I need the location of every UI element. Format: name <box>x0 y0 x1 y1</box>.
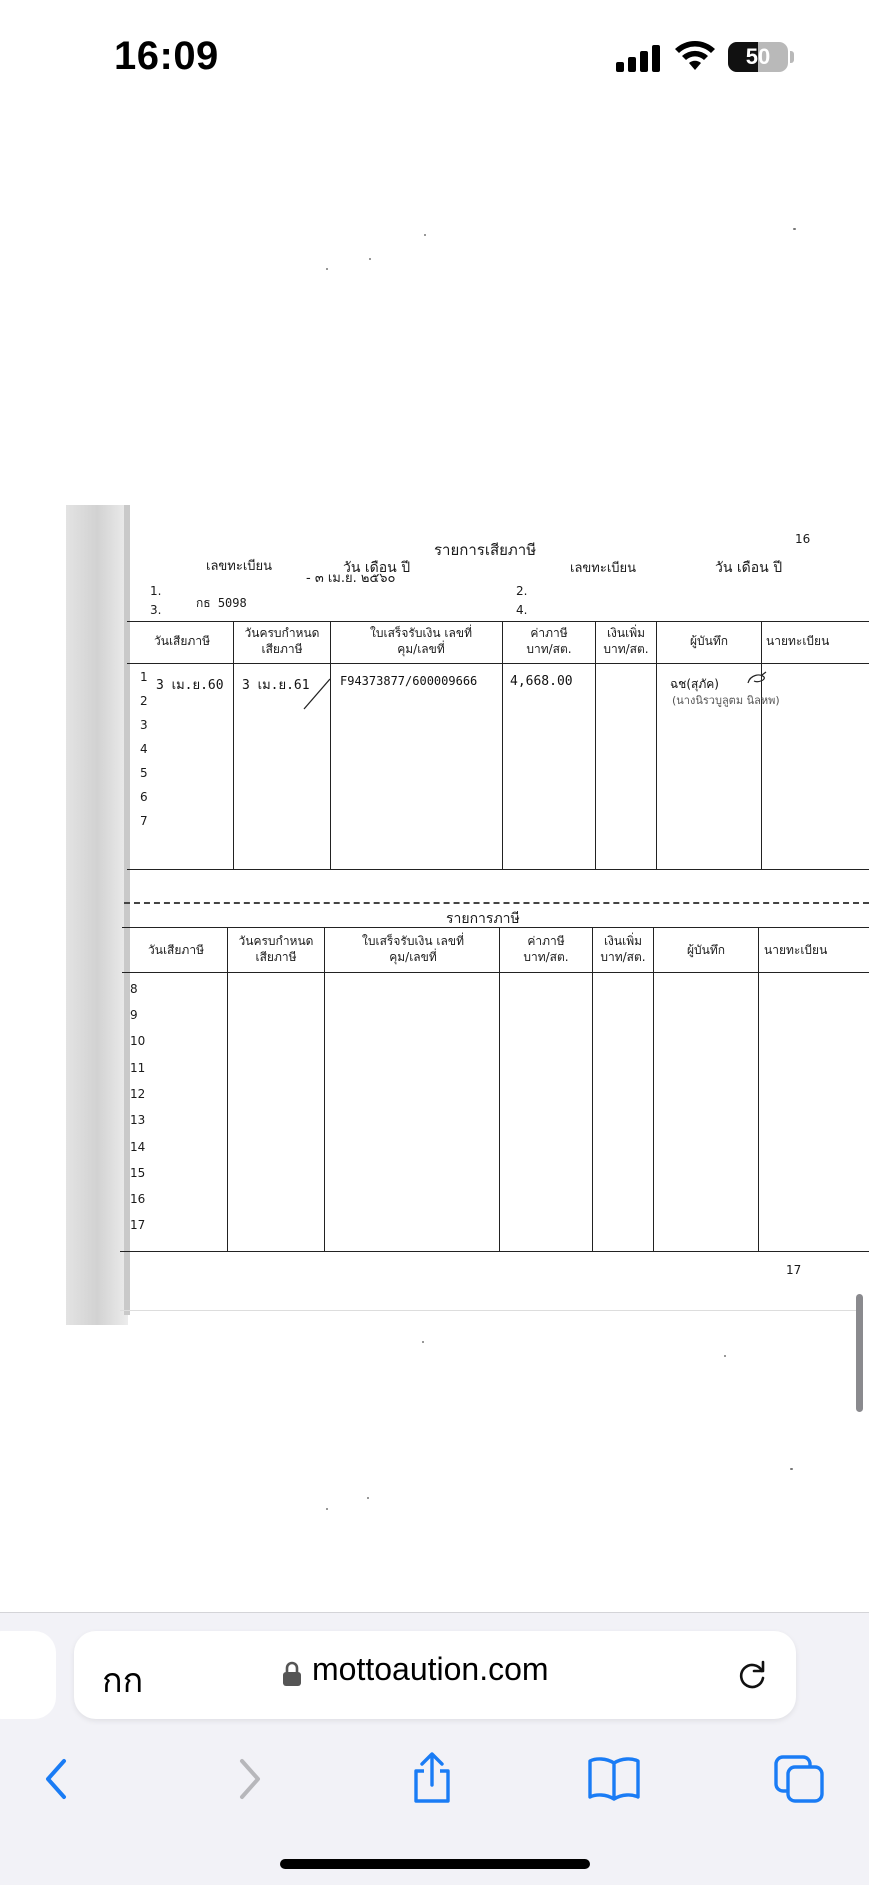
row-number: 13 <box>130 1113 146 1127</box>
row1-due-date: 3 เม.ย.61 <box>242 678 310 693</box>
bookmarks-icon[interactable] <box>586 1751 642 1807</box>
table2-col-line <box>324 927 325 1251</box>
scan-speck <box>793 228 796 230</box>
scan-speck <box>326 268 328 270</box>
label-reg-no-right: เลขทะเบียน <box>570 561 637 576</box>
row-number: 15 <box>130 1166 146 1180</box>
label-reg-no-left: เลขทะเบียน <box>206 559 273 574</box>
table2-col-line <box>758 927 759 1251</box>
table1-col-line <box>330 621 331 869</box>
scan-speck <box>424 234 426 236</box>
share-icon[interactable] <box>404 1751 460 1807</box>
row-number: 9 <box>130 1008 138 1022</box>
row-number: 11 <box>130 1061 146 1075</box>
row-number: 12 <box>130 1087 146 1101</box>
table2-col-line <box>592 927 593 1251</box>
tear-line <box>124 902 869 904</box>
list-num-2: 2. <box>516 584 528 598</box>
row-number: 7 <box>140 814 148 828</box>
header-registrar: นายทะเบียน <box>766 634 830 648</box>
scan-speck <box>326 1508 328 1510</box>
scan-speck <box>367 1497 369 1499</box>
header-tax-date: วันเสียภาษี <box>154 634 210 648</box>
header-tax-amount: ค่าภาษี บาท/สต. <box>523 934 569 964</box>
address-bar[interactable] <box>74 1631 796 1719</box>
previous-tab-preview[interactable] <box>0 1631 56 1719</box>
section-title: รายการเสียภาษี <box>434 541 537 559</box>
header-due-date: วันครบกำหนด เสียภาษี <box>244 626 320 656</box>
list-num-4: 4. <box>516 603 528 617</box>
status-time: 16:09 <box>114 34 219 78</box>
checkmark-icon <box>302 677 332 711</box>
section2-title: รายการภาษี <box>446 911 520 927</box>
tax-record-document <box>66 505 869 1325</box>
scan-speck <box>790 1468 793 1470</box>
row1-receipt: F94373877/600009666 <box>340 674 478 688</box>
table2-col-line <box>227 927 228 1251</box>
lock-icon <box>282 1661 302 1687</box>
url-text: mottoaution.com <box>312 1651 549 1687</box>
row-number: 3 <box>140 718 148 732</box>
cellular-signal-icon <box>616 44 662 72</box>
plate-number: กธ 5098 <box>196 596 247 610</box>
page-bottom-edge <box>120 1310 860 1311</box>
header-surcharge: เงินเพิ่ม บาท/สต. <box>600 934 646 964</box>
label-date-left: วัน เดือน ปี <box>343 560 411 576</box>
header-receipt: ใบเสร็จรับเงิน เลขที่คุม/เลขที่ <box>362 934 464 964</box>
row-number: 4 <box>140 742 148 756</box>
page-number-bottom: 17 <box>786 1263 802 1277</box>
table1-col-line <box>502 621 503 869</box>
table1-col-line <box>233 621 234 869</box>
table1-col-line <box>595 621 596 869</box>
wifi-icon <box>674 40 716 72</box>
page-number-top: 16 <box>795 532 811 546</box>
header-due-date: วันครบกำหนด เสียภาษี <box>238 934 314 964</box>
header-recorder: ผู้บันทึก <box>686 943 726 957</box>
header-receipt: ใบเสร็จรับเงิน เลขที่คุม/เลขที่ <box>370 626 472 656</box>
header-tax-date: วันเสียภาษี <box>148 943 204 957</box>
battery-icon <box>728 42 788 72</box>
table1-top-border <box>127 621 869 622</box>
row-number: 8 <box>130 982 138 996</box>
row-number: 17 <box>130 1218 146 1232</box>
table1-bottom-border <box>127 869 869 870</box>
row1-tax-date: 3 เม.ย.60 <box>156 678 224 693</box>
row1-tax-amount: 4,668.00 <box>510 674 573 689</box>
row-number: 1 <box>140 670 148 684</box>
row1-recorder-name: (นางนิรวบูลูตม นิลหพ) <box>672 694 780 707</box>
forward-icon[interactable] <box>220 1751 276 1807</box>
row-number: 14 <box>130 1140 146 1154</box>
date-stamp: - ๓ เม.ย. ๒๕๖๐ <box>306 571 396 586</box>
row-number: 16 <box>130 1192 146 1206</box>
status-bar <box>0 0 869 120</box>
row-number: 10 <box>130 1034 146 1048</box>
scan-speck <box>369 258 371 260</box>
table1-col-line <box>761 621 762 869</box>
battery-nub <box>790 51 794 63</box>
tabs-icon[interactable] <box>772 1751 828 1807</box>
table2-top-border <box>122 927 869 928</box>
row1-recorder: ฉช(สุภัค) <box>670 677 719 691</box>
list-num-3: 3. <box>150 603 162 617</box>
header-recorder: ผู้บันทึก <box>689 634 729 648</box>
table2-col-line <box>499 927 500 1251</box>
table1-header-border <box>127 663 869 664</box>
battery-percent: 50 <box>745 44 771 69</box>
header-tax-amount: ค่าภาษี บาท/สต. <box>526 626 572 656</box>
home-indicator[interactable] <box>280 1859 590 1869</box>
page-settings-button[interactable]: กก <box>102 1662 144 1700</box>
scroll-indicator[interactable] <box>856 1294 863 1412</box>
safari-bottom-bar <box>0 1612 869 1885</box>
back-icon[interactable] <box>30 1751 86 1807</box>
header-registrar: นายทะเบียน <box>764 943 828 957</box>
scan-speck <box>422 1341 424 1343</box>
row-number: 5 <box>140 766 148 780</box>
row-number: 2 <box>140 694 148 708</box>
scan-shadow <box>66 505 128 1325</box>
row-number: 6 <box>140 790 148 804</box>
signature-mark <box>746 671 768 687</box>
table2-bottom-border <box>120 1251 869 1252</box>
scan-speck <box>724 1355 726 1357</box>
list-num-1: 1. <box>150 584 162 598</box>
table2-col-line <box>653 927 654 1251</box>
header-surcharge: เงินเพิ่ม บาท/สต. <box>603 626 649 656</box>
table1-col-line <box>656 621 657 869</box>
reload-icon[interactable] <box>734 1657 770 1693</box>
label-date-right: วัน เดือน ปี <box>715 560 783 576</box>
table2-header-border <box>122 972 869 973</box>
